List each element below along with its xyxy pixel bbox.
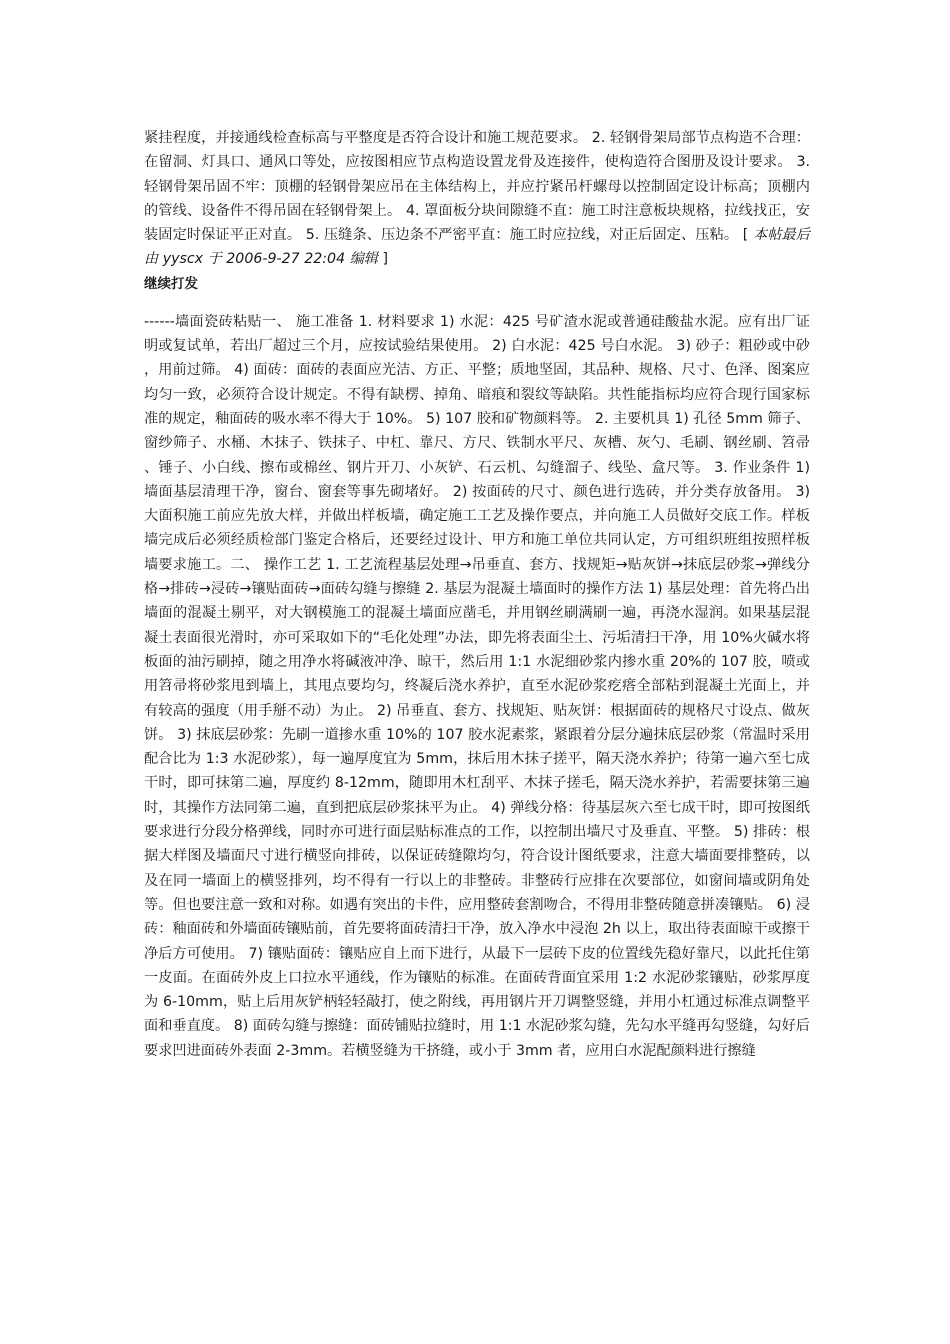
post-body-ceiling <box>144 126 810 272</box>
reply-label: 继续打发 <box>144 275 198 292</box>
post-body-text: 紧挂程度，并接通线检查标高与平整度是否符合设计和施工规范要求。 2. 轻钢骨架局部节点构造不合理：在留洞、灯具口、通风口等处，应按图相应节点构造设置龙骨及连接件，使构造符合图册及设计要求。 3. 轻钢骨架吊固不牢：顶棚的轻钢骨架应吊在主体结构上，并应拧紧吊杆螺母以控制固定设计标高；顶棚内的管线、设备件不得吊固在轻钢骨架上。 4. 罩面板分块间隙缝不直：施工时注意板块规格，拉线找正，安装固定时保证平正对直。 5. 压缝条、压边条不严密平直：施工时应拉线，对正后固定、压粘。 <box>144 130 810 244</box>
edit-note-open: [ <box>738 227 753 244</box>
edit-note-close: ] <box>378 251 389 268</box>
post-body-tiling: ------墙面瓷砖粘贴一、 施工准备 1. 材料要求 1) 水泥：425 号矿渣水泥或普通硅酸盐水泥。应有出厂证明或复试单，若出厂超过三个月，应按试验结果使用。 2) 白水泥：425 号白水泥。 3) 砂子：粗砂或中砂，用前过筛。 4) 面砖：面砖的表面应光洁、方正、平整；质地坚固，其品种、规格、尺寸、色泽、图案应均匀一致，必须符合设计规定。不得有缺楞、掉角、暗痕和裂纹等缺陷。共性能指标均应符合现行国家标准的规定，釉面砖的吸水率不得大于 10%。 5) 107 胶和矿物颜料等。 2. 主要机具 1) 孔径 5mm 筛子、窗纱筛子、水桶、木抹子、铁抹子、中杠、靠尺、方尺、铁制水平尺、灰槽、灰勺、毛刷、钢丝刷、笤帚、锤子、小白线、擦布或棉丝、钢片开刀、小灰铲、石云机、勾缝溜子、线坠、盒尺等。 3. 作业条件 1) 墙面基层清理干净，窗台、窗套等事先砌堵好。 2) 按面砖的尺寸、颜色进行选砖，并分类存放备用。 3) 大面积施工前应先放大样，并做出样板墙，确定施工工艺及操作要点，并向施工人员做好交底工作。样板墙完成后必须经质检部门鉴定合格后，还要经过设计、甲方和施工单位共同认定，方可组织班组按照样板墙要求施工。二、 操作工艺 1. 工艺流程基层处理→吊垂直、套方、找规矩→贴灰饼→抹底层砂浆→弹线分格→排砖→浸砖→镶贴面砖→面砖勾缝与擦缝 2. 基层为混凝土墙面时的操作方法 1) 基层处理：首先将凸出墙面的混凝土剔平，对大钢模施工的混凝土墙面应凿毛，并用钢丝刷满刷一遍，再浇水湿润。如果基层混凝土表面很光滑时，亦可采取如下的“毛化处理”办法，即先将表面尘土、污垢清扫干净，用 10%火碱水将板面的油污刷掉，随之用净水将碱液冲净、晾干，然后用 1:1 水泥细砂浆内掺水重 20%的 107 胶，喷或用笤帚将砂浆甩到墙上，其甩点要均匀，终凝后浇水养护，直至水泥砂浆疙瘩全部粘到混凝土光面上，并有较高的强度（用手掰不动）为止。 2) 吊垂直、套方、找规矩、贴灰饼：根据面砖的规格尺寸设点、做灰饼。 3) 抹底层砂浆：先刷一道掺水重 10%的 107 胶水泥素浆，紧跟着分层分遍抹底层砂浆（常温时采用配合比为 1:3 水泥砂浆），每一遍厚度宜为 5mm，抹后用木抹子搓平，隔天浇水养护；待第一遍六至七成干时，即可抹第二遍，厚度约 8-12mm，随即用木杠刮平、木抹子搓毛，隔天浇水养护，若需要抹第三遍时，其操作方法同第二遍，直到把底层砂浆抹平为止。 4) 弹线分格：待基层灰六至七成干时，即可按图纸要求进行分段分格弹线，同时亦可进行面层贴标准点的工作，以控制出墙尺寸及垂直、平整。 5) 排砖：根据大样图及墙面尺寸进行横竖向排砖，以保证砖缝隙均匀，符合设计图纸要求，注意大墙面要排整砖，以及在同一墙面上的横竖排列，均不得有一行以上的非整砖。非整砖行应排在次要部位，如窗间墙或阴角处等。但也要注意一致和对称。如遇有突出的卡件，应用整砖套割吻合，不得用非整砖随意拼凑镶贴。 6) 浸砖：釉面砖和外墙面砖镶贴前，首先要将面砖清扫干净，放入净水中浸泡 2h 以上，取出待表面晾干或擦干净后方可使用。 7) 镶贴面砖：镶贴应自上而下进行，从最下一层砖下皮的位置线先稳好靠尺，以此托住第一皮面。在面砖外皮上口拉水平通线，作为镶贴的标准。在面砖背面宜采用 1:2 水泥砂浆镶贴，砂浆厚度为 6-10mm，贴上后用灰铲柄轻轻敲打，使之附线，再用钢片开刀调整竖缝，并用小杠通过标准点调整平面和垂直度。 8) 面砖勾缝与擦缝：面砖铺贴拉缝时，用 1:1 水泥砂浆勾缝，先勾水平缝再勾竖缝，勾好后要求凹进面砖外表面 2-3mm。若横竖缝为干挤缝，或小于 3mm 者，应用白水泥配颜料进行擦缝 <box>144 313 810 1059</box>
edit-note: 本帖最后由 yyscx 于 2006-9-27 22:04 编辑 <box>144 227 810 268</box>
document-page <box>144 126 810 1063</box>
